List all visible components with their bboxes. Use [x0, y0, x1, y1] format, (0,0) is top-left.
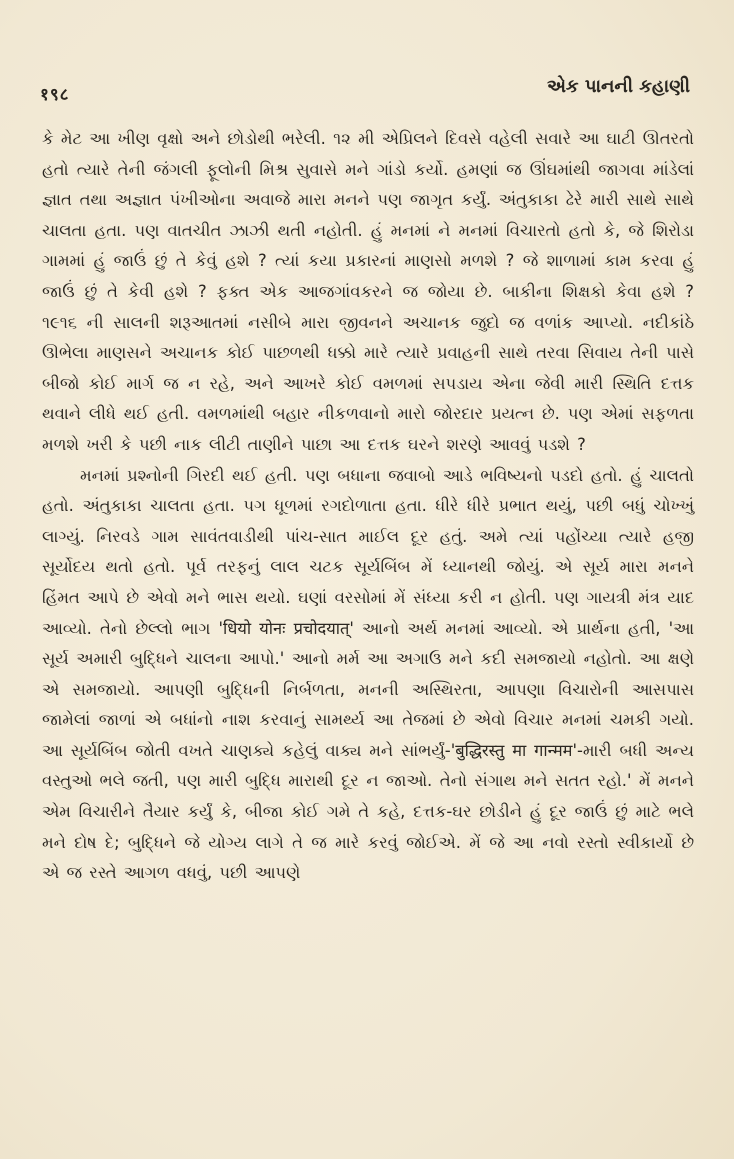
page-number: १९८ [40, 85, 70, 105]
paragraph-2: મનમાં પ્રશ્નોની ગિરદી થઈ હતી. પણ બધાના જવાબો આડે ભવિષ્યનો પડદો હતો. હું ચાલતો હતો. અંતુકાકા ચાલતા હતા. પગ ધૂળમાં રગદોળાતા હતા. ધીરે ધીરે પ્રભાત થયું, પછી બધું ચોખ્ખું લાગ્યું. નિરવડે ગામ સાવંતવાડીથી પાંચ-સાત માઈલ દૂર હતું. અમે ત્યાં પહોંચ્યા ત્યારે હજી સૂર્યોદય થતો હતો. પૂર્વ તરફનું લાલ ચટક સૂર્યબિંબ મેં ધ્યાનથી જોયું. એ સૂર્ય મારા મનને હિંમત આપે છે એવો મને ભાસ થયો. ઘણાં વરસોમાં મેં સંધ્યા કરી ન હોતી. પણ ગાયત્રી મંત્ર યાદ આવ્યો. તેનો છેલ્લો ભાગ 'धियो योनः प्रचोदयात्' આનો અર્થ મનમાં આવ્યો. એ પ્રાર્થના હતી, 'આ સૂર્ય અમારી બુદ્ધિને ચાલના આપો.' આનો મર્મ આ અગાઉ મને કદી સમજાયો નહોતો. આ ક્ષણે એ સમજાયો. આપણી બુદ્ધિની નિર્બળતા, મનની અસ્થિરતા, આપણા વિચારોની આસપાસ જામેલાં જાળાં એ બધાંનો નાશ કરવાનું સામર્થ્ય આ તેજમાં છે એવો વિચાર મનમાં ચમકી ગયો. આ સૂર્યબિંબ જોતી વખતે ચાણક્યે કહેલું વાક્ય મને સાંભર્યું-'बुद्धिरस्तु मा गान्मम'-મારી બધી અન્ય વસ્તુઓ ભલે જતી, પણ મારી બુદ્ધિ મારાથી દૂર ન જાઓ. તેનો સંગાથ મને સતત રહો.' મેં મનને એમ વિચારીને તૈયાર કર્યું કે, બીજા કોઈ ગમે તે કહે, દત્તક-ઘર છોડીને હું દૂર જાઉં છું માટે ભલે મને દોષ દે; બુદ્ધિને જે યોગ્ય લાગે તે જ મારે કરવું જોઈએ. મેં જે આ નવો રસ્તો સ્વીકાર્યો છે એ જ રસ્તે આગળ વધવું, પછી આપણે [42, 465, 694, 883]
paragraph-1: કે મેટ આ ખીણ વૃક્ષો અને છોડોથી ભરેલી. ૧૨ મી એપ્રિલને દિવસે વહેલી સવારે આ ઘાટી ઊતરતો હતો ત્યારે તેની જંગલી ફૂલોની મિશ્ર સુવાસે મને ગાંડો કર્યો. હમણાં જ ઊંઘમાંથી જાગવા માંડેલાં જ્ઞાત તથા અજ્ઞાત પંખીઓના અવાજે મારા મનને પણ જાગૃત કર્યું. અંતુકાકા ઢેરે મારી સાથે સાથે ચાલતા હતા. પણ વાતચીત ઝાઝી થતી નહોતી. હું મનમાં ને મનમાં વિચારતો હતો કે, જે શિરોડા ગામમાં હું જાઉં છું તે કેવું હશે ? ત્યાં કયા પ્રકારનાં માણસો મળશે ? જે શાળામાં કામ કરવા હું જાઉં છું તે કેવી હશે ? ફક્ત એક આજગાંવકરને જ જોયા છે. બાકીના શિક્ષકો કેવા હશે ? ૧૯૧૬ ની સાલની શરૂઆતમાં નસીબે મારા જીવનને અચાનક જુદો જ વળાંક આપ્યો. નદીકાંઠે ઊભેલા માણસને અચાનક કોઈ પાછળથી ધક્કો મારે ત્યારે પ્રવાહની સાથે તરવા સિવાય તેની પાસે બીજો કોઈ માર્ગ જ ન રહે, અને આખરે કોઈ વમળમાં સપડાય એના જેવી મારી સ્થિતિ દત્તક થવાને લીધે થઈ હતી. વમળમાંથી બહાર નીકળવાનો મારો જોરદાર પ્રયત્ન છે. પણ એમાં સફળતા મળશે ખરી કે પછી નાક લીટી તાણીને પાછા આ દત્તક ઘરને શરણે આવવું પડશે ? [42, 129, 694, 454]
running-title: એક પાનની કહાણી [546, 76, 690, 97]
body-text [42, 124, 694, 889]
